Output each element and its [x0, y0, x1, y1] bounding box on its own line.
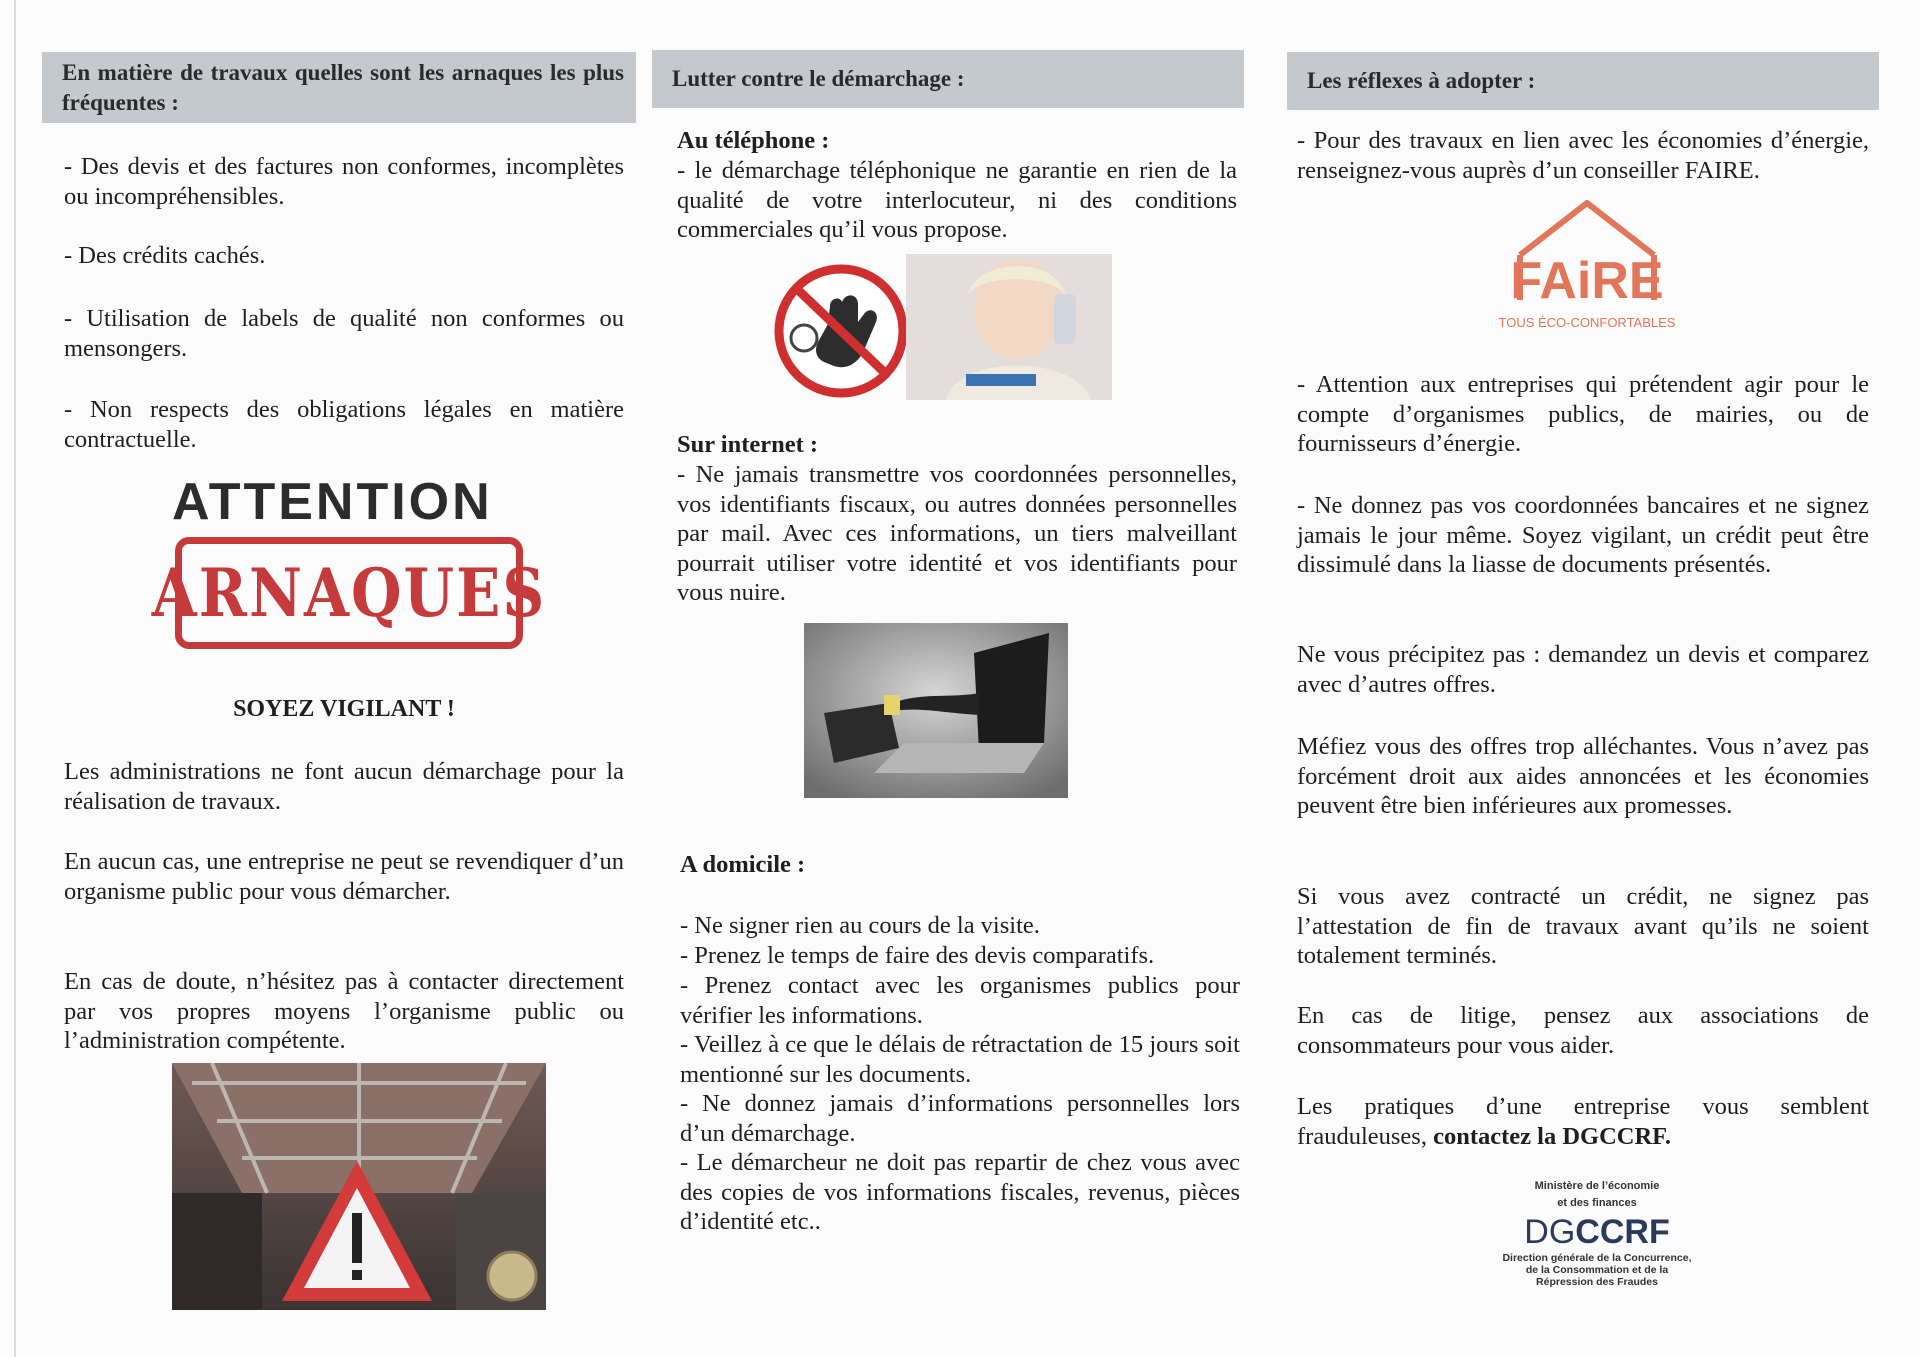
para-coordonnees: - Ne donnez pas vos coordonnées bancaires et ne signez jamais le jour même. Soyez vigilant, un crédit peut être dissimulé dans la liasse de documents présentés.: [1297, 492, 1869, 578]
item-devis: - Des devis et des factures non conformes, incomplètes ou incompréhensibles.: [64, 153, 624, 210]
dg-prefix: DG: [1524, 1213, 1576, 1251]
laptop-phishing-photo: [804, 623, 1068, 798]
faire-logo-text: FAiRE: [1510, 252, 1664, 310]
no-solicitation-icon: [772, 262, 910, 400]
phone-call-photo: [906, 254, 1112, 400]
para-entreprise: En aucun cas, une entreprise ne peut se revendiquer d’un organisme public pour vous démarcher.: [64, 848, 624, 905]
heading-demarchage: Lutter contre le démarchage :: [652, 50, 1244, 108]
phone-title: Au téléphone :: [677, 127, 830, 154]
para-administrations: Les administrations ne font aucun démarchage pour la réalisation de travaux.: [64, 758, 624, 815]
faire-tagline: TOUS ÉCO-CONFORTABLES: [1498, 315, 1676, 330]
para-credit: Si vous avez contracté un crédit, ne signez pas l’attestation de fin de travaux avant qu’ils ne soient totalement terminés.: [1297, 883, 1869, 969]
dgccrf-sub-2: de la Consommation et de la: [1525, 1264, 1669, 1276]
contact-dgccrf: contactez la DGCCRF.: [1433, 1122, 1671, 1150]
attention-title: ATTENTION: [172, 473, 493, 531]
home-title: A domicile :: [680, 851, 806, 878]
ministry-line-2: et des finances: [1557, 1197, 1637, 1209]
para-doute: En cas de doute, n’hésitez pas à contacter directement par vos propres moyens l’organisme public ou l’administration compétente.: [64, 968, 624, 1054]
ministry-line-1: Ministère de l’économie: [1534, 1180, 1660, 1192]
para-precipitez: Ne vous précipitez pas : demandez un devis et comparez avec d’autres offres.: [1297, 641, 1869, 698]
dgccrf-sub-1: Direction générale de la Concurrence,: [1502, 1252, 1692, 1264]
dgccrf-sub-3: Répression des Fraudes: [1536, 1276, 1658, 1288]
home-item-6: - Le démarcheur ne doit pas repartir de chez vous avec des copies de vos informations fiscales, revenus, pièces d’identité etc..: [680, 1149, 1240, 1235]
dgccrf-logo: [1467, 1178, 1727, 1288]
item-obligations: - Non respects des obligations légales en matière contractuelle.: [64, 396, 624, 453]
internet-title: Sur internet :: [677, 431, 819, 458]
para-litige: En cas de litige, pensez aux associations de consommateurs pour vous aider.: [1297, 1002, 1869, 1059]
dg-main: CCRF: [1575, 1213, 1670, 1251]
column-demarchage: [652, 0, 1244, 1357]
home-item-1: - Ne signer rien au cours de la visite.: [680, 912, 1040, 939]
vigilant-title: SOYEZ VIGILANT !: [233, 696, 455, 722]
home-item-4: - Veillez à ce que le délais de rétractation de 15 jours soit mentionné sur les documents.: [680, 1031, 1240, 1088]
internet-text: - Ne jamais transmettre vos coordonnées personnelles, vos identifiants fiscaux, ou autres données personnelles par mail. Avec ces informations, un tiers malveillant pourrait utiliser votre identité et vos identifiants pour vous nuire.: [677, 461, 1237, 606]
home-item-3: - Prenez contact avec les organismes publics pour vérifier les informations.: [680, 972, 1240, 1029]
column-arnaques: [42, 0, 636, 1357]
dgccrf-wordmark: [1467, 1212, 1727, 1252]
faire-intro: - Pour des travaux en lien avec les économies d’énergie, renseignez-vous auprès d’un conseiller FAIRE.: [1297, 127, 1869, 184]
phone-text: - le démarchage téléphonique ne garantie en rien de la qualité de votre interlocuteur, ni des conditions commerciales qu’il vous propose.: [677, 157, 1237, 243]
item-labels: - Utilisation de labels de qualité non conformes ou mensongers.: [64, 305, 624, 362]
arnaques-stamp-text: ARNAQUES: [151, 553, 547, 633]
item-credits: - Des crédits cachés.: [64, 242, 266, 269]
warning-ceiling-photo: [172, 1063, 546, 1310]
faire-house-icon: [1492, 195, 1682, 335]
faire-logo: [1492, 195, 1682, 335]
page-edge: [14, 0, 16, 1357]
heading-reflexes: Les réflexes à adopter :: [1287, 52, 1879, 110]
home-item-2: - Prenez le temps de faire des devis comparatifs.: [680, 942, 1155, 969]
home-item-5: - Ne donnez jamais d’informations personnelles lors d’un démarchage.: [680, 1090, 1240, 1147]
arnaques-stamp: [151, 537, 547, 649]
column-reflexes: [1287, 0, 1879, 1357]
heading-arnaques: En matière de travaux quelles sont les arnaques les plus fréquentes :: [42, 52, 636, 123]
para-offres: Méfiez vous des offres trop alléchantes. Vous n’avez pas forcément droit aux aides annoncées et les économies peuvent être bien inférieures aux promesses.: [1297, 733, 1869, 819]
final-text: Les pratiques d’une entreprise vous semblent frauduleuses,: [1297, 1093, 1869, 1150]
para-organismes: - Attention aux entreprises qui prétendent agir pour le compte d’organismes publics, de mairies, ou de fournisseurs d’énergie.: [1297, 371, 1869, 457]
para-final: [1297, 1092, 1869, 1151]
